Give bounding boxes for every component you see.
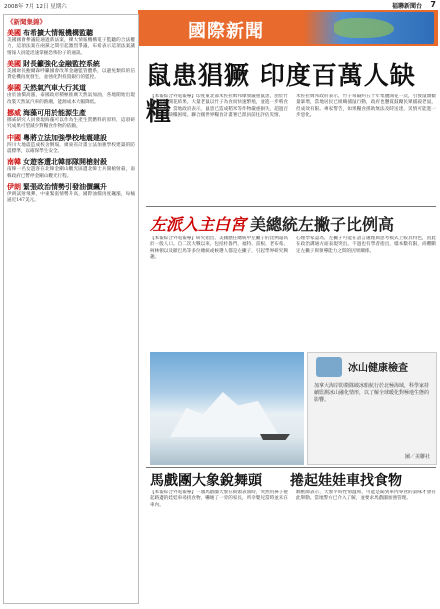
column-title: 《新聞集錦》 [7, 18, 46, 26]
caption-text: 加拿大海岸防衛隊破冰船航行於北極海域，科學家持續監測冰山融化情形，以了解全球暖化對極地生態的影響。 [314, 383, 430, 404]
headline-lefty-presidents [150, 212, 436, 235]
news-briefs-column [3, 14, 139, 604]
brief-item [7, 183, 135, 205]
article-body: 【本報綜合外電報導】印度東北部米佐拉姆邦爆發嚴重鼠患，由於竹林大規模開花結果，大量老鼠以竹子為食而快速繁殖，並進一步啃食農田作物。當地政府表示，鼠患已造成稻米等作物嚴重損失，超過百萬人面臨缺糧困境。聯合國世界糧食計畫署已派員前往評估災情。 [150, 94, 288, 119]
brief-body: 伊朗試射飛彈，中東緊張情勢升高，國際油價再度飆漲，每桶逼近147美元。 [7, 191, 135, 204]
brief-headline [7, 60, 135, 69]
globe-icon [304, 12, 434, 44]
brief-location: 挪威 [7, 109, 21, 118]
brief-body: 四川大地震造成校舍倒塌，廣東省計畫立法加強學校建築的防震標準，以確保學生安全。 [7, 142, 135, 154]
brief-title: 海藻可用於能源生產 [23, 109, 86, 118]
iceberg-photo [150, 352, 304, 465]
brief-headline [7, 183, 135, 192]
brief-body: 由於油價高漲，泰國政府積極推廣天然氣加油，各地開始出現改裝天然氣汽車的熱潮，能源成本大幅降低。 [7, 93, 135, 105]
brief-location: 伊朗 [7, 182, 21, 191]
brief-location: 美國 [7, 59, 21, 68]
brief-body: 美國財長鮑爾森呼籲國會改革金融監管體系，以避免類似的信貸危機再度發生，並強化對投資銀行的監控。 [7, 68, 135, 81]
headline-stroller: 捲起娃娃車找食物 [290, 473, 402, 489]
brief-list [7, 29, 135, 204]
brief-location: 美國 [7, 29, 21, 37]
article-body: 馴獸師表示，大象平時性情溫和，可能是聞到車內零食的氣味才會有此舉動。當地警方已介入了解，並要求馬戲團加強管理。 [296, 490, 436, 502]
brief-location: 中國 [7, 133, 21, 142]
brief-headline [7, 158, 135, 167]
brief-item [7, 84, 135, 106]
article-body: 心理學家認為，左撇子可能在語言處理與思考模式上較具特色，因此在政治溝通方面表現突出。不過也有學者指出，樣本數有限，尚難斷定左撇子與領導能力之間的因果關係。 [296, 236, 436, 254]
iceberg-shape [170, 392, 280, 437]
brief-title: 財長籲強化金融監控系統 [23, 59, 100, 68]
brief-title: 粵將立法加強學校地震建設 [23, 133, 107, 142]
divider [146, 206, 436, 207]
brief-title: 天然氣汽車大行其道 [23, 84, 86, 93]
kicker: 左派入主白宮 [150, 215, 247, 234]
section-title: 國際新聞 [188, 21, 264, 42]
brief-item [7, 134, 135, 156]
headline-rat-plague: 鼠患猖獗 印度百萬人缺糧 [146, 61, 416, 126]
article-body: 【本報綜合外電報導】研究指出，美國歷任總統中左撇子的比例遠高於一般人口。自二次大戰以來，包括杜魯門、福特、雷根、老布希、柯林頓以及歐巴馬等多位總統或候選人都是左撇子，引起學界研究興趣。 [150, 236, 288, 261]
page-number: 7 [430, 0, 436, 9]
brief-item [7, 60, 135, 82]
brief-title: 女遊客遭北韓部隊開槍射殺 [23, 158, 107, 167]
brief-item [7, 109, 135, 131]
divider [146, 467, 436, 468]
caption-title: 冰山健康檢查 [348, 363, 408, 374]
brief-body: 南韓一名女遊客在北韓金剛山觀光區遭北韓士兵開槍射殺，南韓政府已暫停金剛山觀光行程。 [7, 167, 135, 179]
issue-date: 2008年 7月 12日 星期六 [4, 4, 67, 10]
brief-item [7, 29, 135, 57]
brief-title: 布希擴大情報機構監聽 [23, 29, 93, 37]
section-banner [138, 10, 438, 46]
photo-credit: 圖／美聯社 [404, 454, 430, 460]
brief-item [7, 158, 135, 180]
headline-elephant: 馬戲團大象銳舞頭 [150, 473, 262, 489]
article-body: 米佐拉姆邦政府表示，竹子每隔約五十年集體開花一次，引發鼠類數量暴增，當地居民已組織捕鼠行動，政府也懸賞鼓勵民眾捕殺老鼠，但成效有限。專家警告，如果糧食援助無法及時送達，災情可能進一步惡化。 [296, 94, 436, 119]
brief-body: 美國國會參議院通過新法案，擴大情報機構電子監聽的合法權力，這項法案在兩黨之間引起激烈爭議，布希表示這項法案讓情報人員能迅速掌握恐怖份子的通訊。 [7, 38, 135, 56]
paper-name: 福聯新聞台 [391, 3, 422, 10]
article-body: 【本報綜合外電報導】一頭馬戲團大象在街頭表演時，突然用鼻子捲起路邊的娃娃車尋找食物，嚇壞了一旁的家長，所幸嬰兒當時並未在車內。 [150, 490, 288, 508]
brief-headline [7, 134, 135, 143]
photo-caption-box [307, 352, 437, 465]
brief-body: 挪威研究人員發現海藻可以作為生產生質燃料的原料，這項研究成果可望減少對糧食作物的依賴。 [7, 118, 135, 130]
brief-location: 南韓 [7, 158, 21, 167]
photo-icon [316, 357, 342, 377]
brief-location: 泰國 [7, 84, 21, 93]
brief-headline [7, 109, 135, 118]
brief-title: 緊張政治情勢引發油價飆升 [23, 182, 107, 191]
headline-text: 美總統左撇子比例高 [250, 215, 395, 234]
brief-headline [7, 29, 135, 38]
